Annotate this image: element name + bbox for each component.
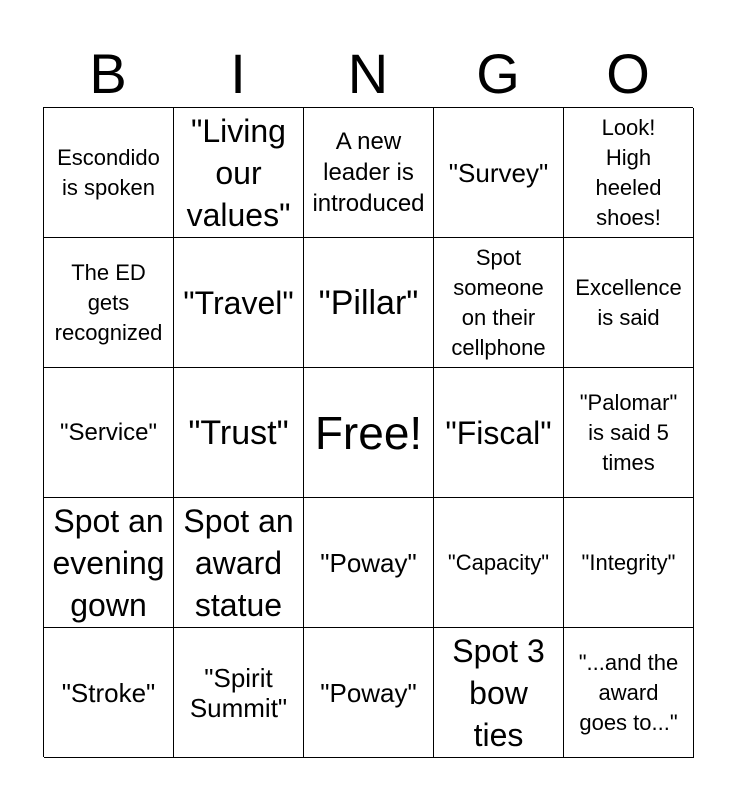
bingo-cell-high-heels[interactable]: Look! High heeled shoes! bbox=[564, 108, 694, 238]
bingo-cell-spirit-summit[interactable]: "Spirit Summit" bbox=[174, 628, 304, 758]
bingo-cell-award-statue[interactable]: Spot an award statue bbox=[174, 498, 304, 628]
bingo-cell-trust[interactable]: "Trust" bbox=[174, 368, 304, 498]
bingo-cell-cellphone[interactable]: Spot someone on their cellphone bbox=[434, 238, 564, 368]
header-letter-i: I bbox=[230, 42, 246, 105]
bingo-cell-travel[interactable]: "Travel" bbox=[174, 238, 304, 368]
bingo-cell-escondido[interactable]: Escondido is spoken bbox=[44, 108, 174, 238]
bingo-cell-palomar[interactable]: "Palomar" is said 5 times bbox=[564, 368, 694, 498]
header-letter-g: G bbox=[476, 42, 520, 105]
bingo-cell-stroke[interactable]: "Stroke" bbox=[44, 628, 174, 758]
header-letter-n: N bbox=[347, 42, 389, 105]
bingo-cell-pillar[interactable]: "Pillar" bbox=[304, 238, 434, 368]
bingo-cell-ed-recognized[interactable]: The ED gets recognized bbox=[44, 238, 174, 368]
header-letter-o: O bbox=[606, 42, 650, 105]
bingo-cell-fiscal[interactable]: "Fiscal" bbox=[434, 368, 564, 498]
bingo-cell-integrity[interactable]: "Integrity" bbox=[564, 498, 694, 628]
bingo-cell-new-leader[interactable]: A new leader is introduced bbox=[304, 108, 434, 238]
bingo-cell-survey[interactable]: "Survey" bbox=[434, 108, 564, 238]
bingo-cell-excellence[interactable]: Excellence is said bbox=[564, 238, 694, 368]
bingo-card bbox=[43, 107, 693, 757]
bingo-cell-living-our-values[interactable]: "Living our values" bbox=[174, 108, 304, 238]
bingo-cell-service[interactable]: "Service" bbox=[44, 368, 174, 498]
bingo-cell-award-goes-to[interactable]: "...and the award goes to..." bbox=[564, 628, 694, 758]
bingo-header bbox=[43, 40, 693, 108]
bingo-cell-free[interactable]: Free! bbox=[304, 368, 434, 498]
bingo-cell-capacity[interactable]: "Capacity" bbox=[434, 498, 564, 628]
header-letter-b: B bbox=[89, 42, 127, 105]
bingo-cell-evening-gown[interactable]: Spot an evening gown bbox=[44, 498, 174, 628]
bingo-cell-poway-2[interactable]: "Poway" bbox=[304, 628, 434, 758]
bingo-cell-bow-ties[interactable]: Spot 3 bow ties bbox=[434, 628, 564, 758]
bingo-cell-poway-1[interactable]: "Poway" bbox=[304, 498, 434, 628]
